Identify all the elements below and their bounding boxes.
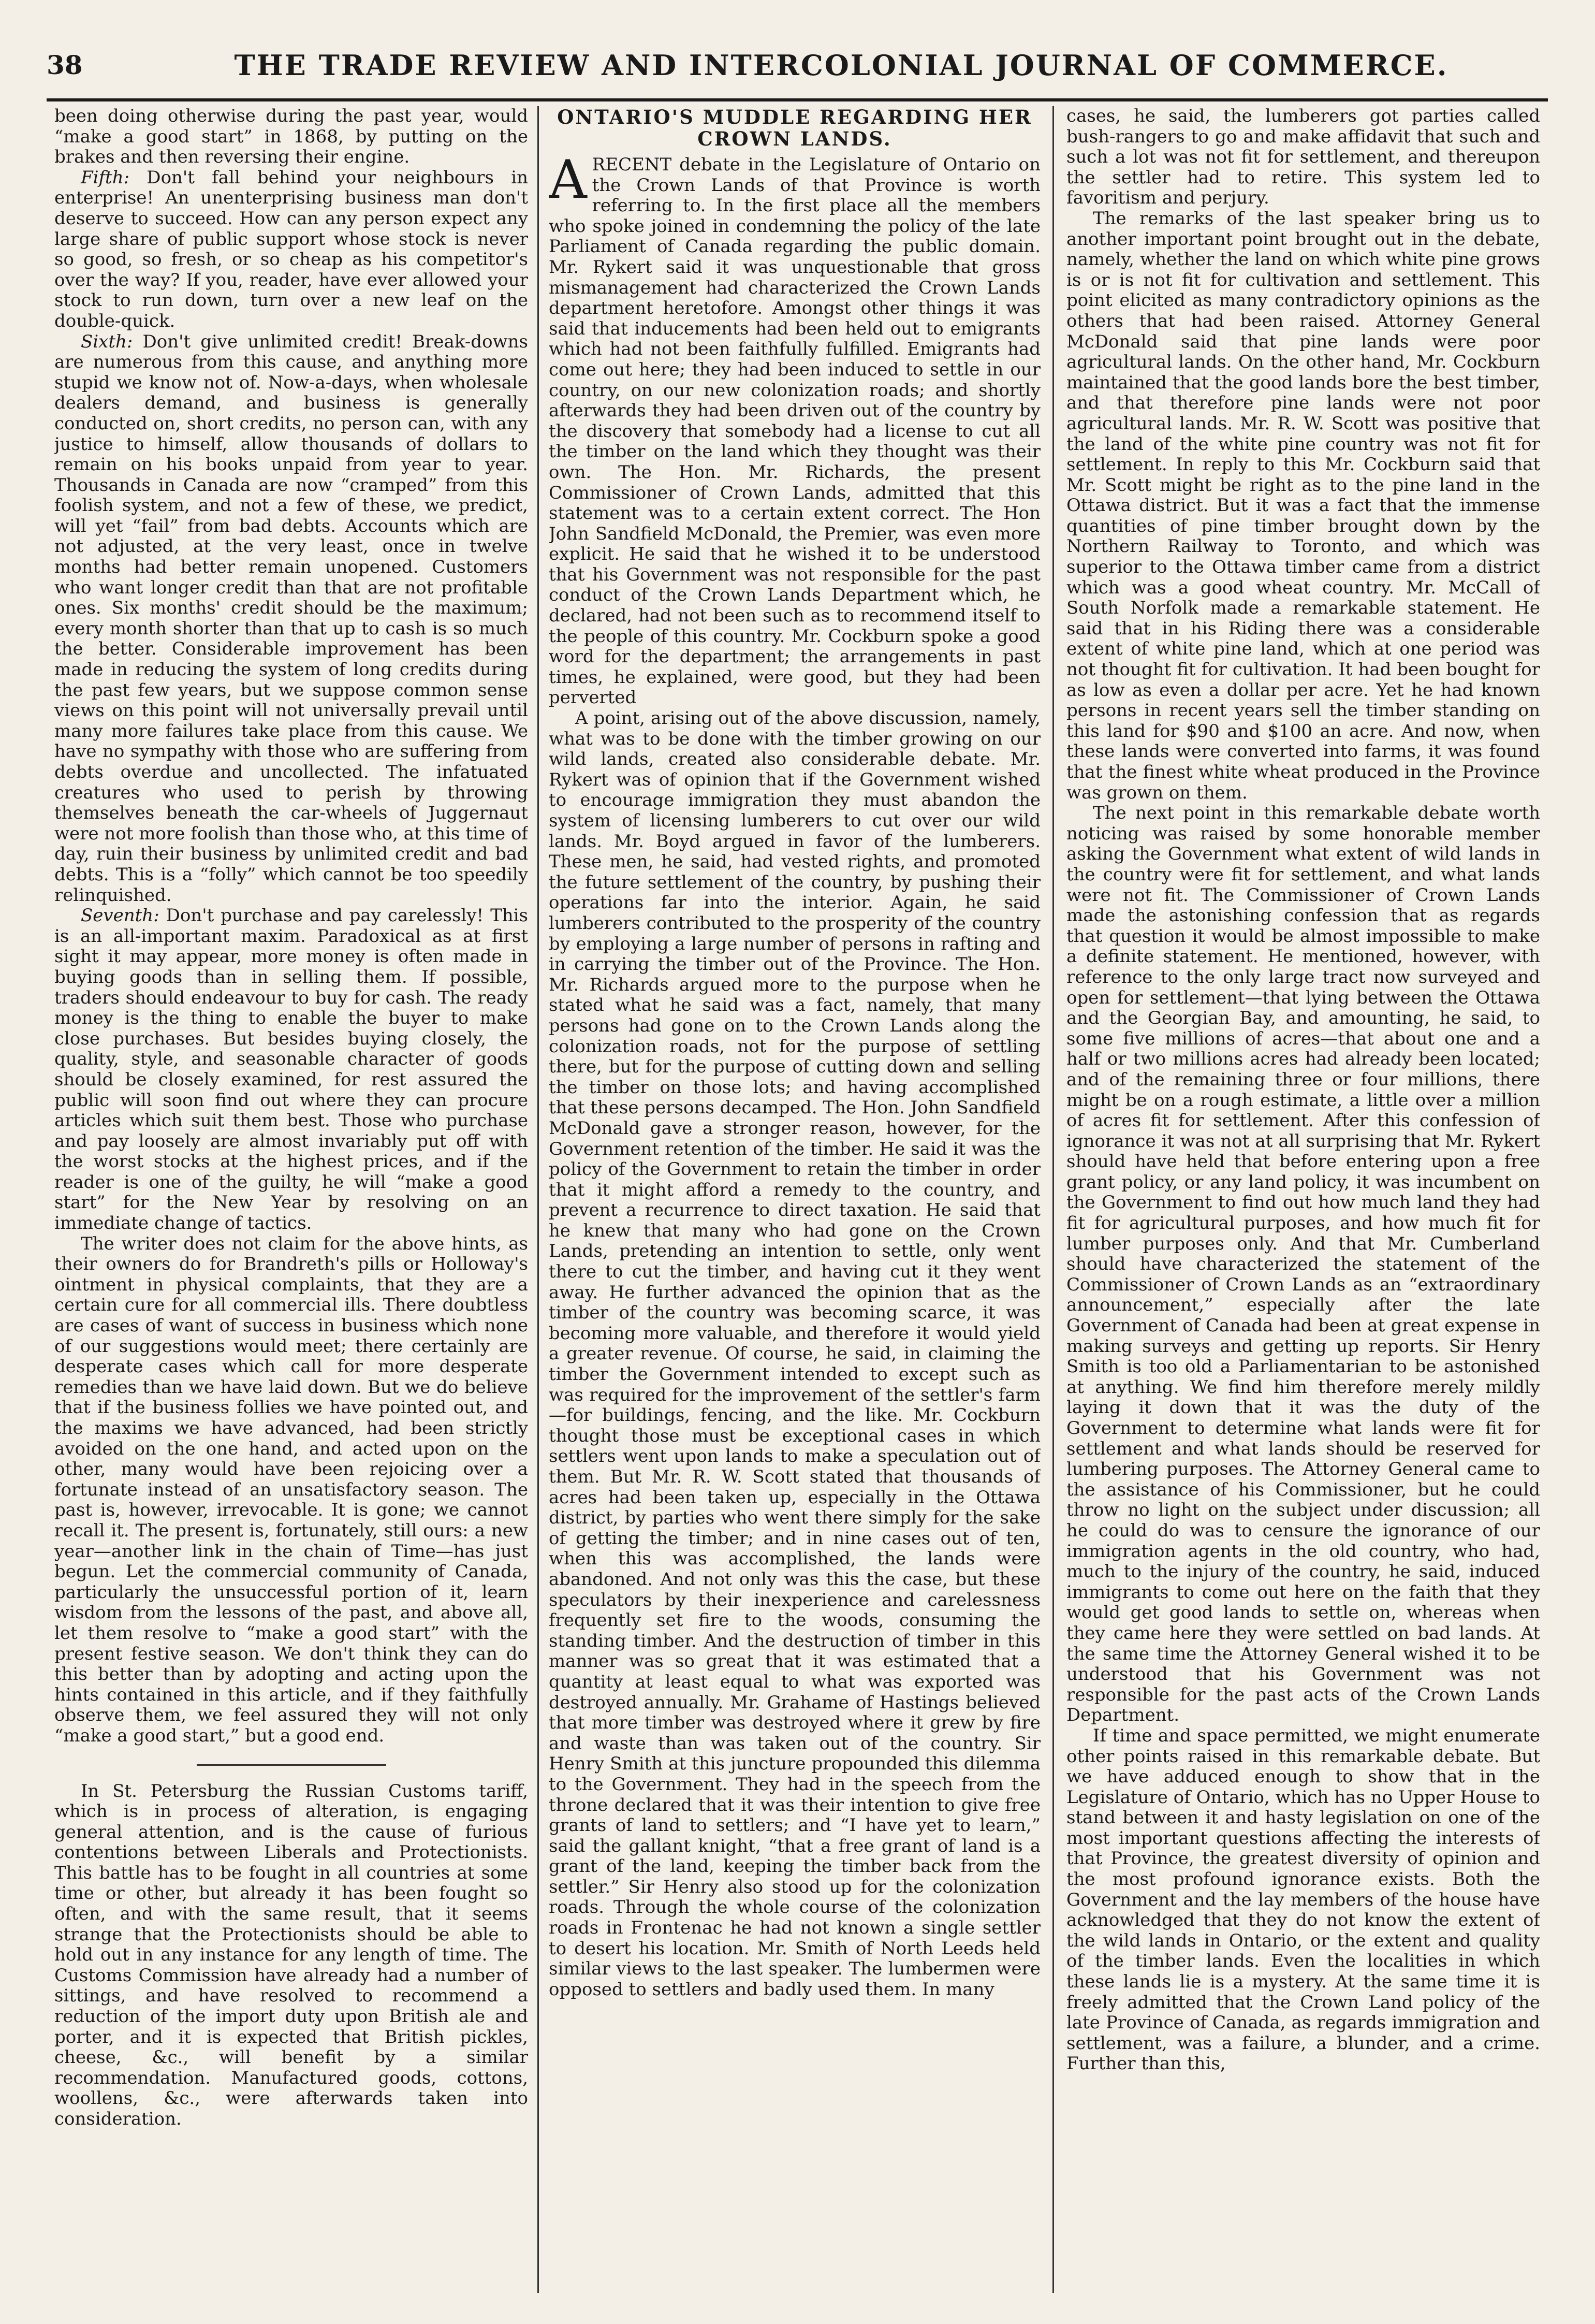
article-separator xyxy=(197,1764,386,1766)
fifth-lead: Fifth: xyxy=(81,167,130,188)
paragraph-seventh xyxy=(54,906,528,1234)
paragraph-russia: In St. Petersburg the Russian Customs tariff, which is in process of alteration, is engaging general attention, and is the cause of furious contentions between Liberals and Protectionists. This battle has to be fought in all countries at some time or other, but already it has been fought so often, and with the same result, that it seems strange that the Protectionists should be able to hold out in any instance for any length of time. The Customs Commission have already had a number of sittings, and have resolved to recommend a reduction of the import duty upon British ale and porter, and it is expected that British pickles, cheese, &c., will benefit by a similar recommendation. Manufactured goods, cottons, woollens, &c., were afterwards taken into consideration. xyxy=(54,1780,528,2129)
column-divider xyxy=(537,106,539,2293)
seventh-text: Don't purchase and pay carelessly! This is an all-important maxim. Paradoxical as at first sight it may appear, more money is often made in buying goods than in selling them. If possible, traders should endeavour to buy for cash. The ready money is the thing to enable the buyer to make close purchases. But besides buying closely, the quality, style, and seasonable character of goods should be closely examined, for rest assured the public will soon find out where they can procure articles which suit them best. Those who purchase and pay loosely are almost invariably put off with the worst stocks at the highest prices, and if the reader is one of the guilty, he will “make a good start” for the New Year by resolving on an immediate change of tactics. xyxy=(54,905,528,1234)
paragraph-pine-lands: The remarks of the last speaker bring us to another important point brought out in the debate, namely, whether the land on which white pine grows is or is not fit for cultivation and settlement. This point elicited as many contradictory opinions as the others that had been raised. Attorney General McDonald said that pine lands were poor agricultural lands. On the other hand, Mr. Cockburn maintained that the good lands bore the best timber, and that therefore pine lands were not poor agricultural lands. Mr. R. W. Scott was positive that the land of the white pine country was not fit for settlement. In reply to this Mr. Cockburn said that Mr. Scott might be right as to the pine land in the Ottawa district. But it was a fact that the immense quantities of pine timber brought down by the Northern Railway to Toronto, and which was superior to the Ottawa timber came from a district which was a good wheat country. Mr. McCall of South Norfolk made a remarkable statement. He said that in his Riding there was a considerable extent of white pine land, which at one period was not thought fit for cultivation. It had been bought for as low as even a dollar per acre. Yet he had known persons in recent years sell the timber standing on this land for $90 and $100 an acre. And now, when these lands were converted into farms, it was found that the finest white wheat produced in the Province was grown on them. xyxy=(1066,208,1540,803)
column-2 xyxy=(549,106,1041,2293)
sixth-text: Don't give unlimited credit! Break-downs are numerous from this cause, and anything more stupid we know not of. Now-a-days, when wholesale dealers demand, and business is generally conducted on, short credits, no person can, with any justice to himself, allow thousands of dollars to remain on his books unpaid from year to year. Thousands in Canada are now “cramped” from this foolish system, and not a few of these, we predict, will yet “fail” from bad debts. Accounts which are not adjusted, at the very least, once in twelve months had better remain unopened. Customers who want longer credit than that are not profitable ones. Six months' credit should be the maximum; every month shorter than that up to cash is so much the better. Considerable improvement has been made in reducing the system of long credits during the past few years, but we suppose common sense views on this point will not universally prevail until many more failures take place from this cause. We have no sympathy with those who are suffering from debts overdue and uncollected. The infatuated creatures who used to perish by throwing themselves beneath the car-wheels of Juggernaut were not more foolish than those who, at this time of day, ruin their business by unlimited credit and bad debts. This is a “folly” which cannot be too speedily relinquished. xyxy=(54,331,528,906)
fifth-text: Don't fall behind your neighbours in enterprise! An unenterprising business man don't deserve to succeed. How can any person expect any large share of public support whose stock is never so good, so fresh, or so cheap as his competitor's over the way? If you, reader, have ever allowed your stock to run down, turn over a new leaf on the double-quick. xyxy=(54,167,528,331)
paragraph-opening: been doing otherwise during the past year, would “make a good start” in 1868, by putting on the brakes and then reversing their engine. xyxy=(54,106,528,168)
paragraph-timber: A point, arising out of the above discussion, namely, what was to be done with the timber growing on our wild lands, created also considerable debate. Mr. Rykert was of opinion that if the Government wished to encourage immigration they must abandon the system of licensing lumberers to cut over our wild lands. Mr. Boyd argued in favor of the lumberers. These men, he said, had vested rights, and promoted the future settlement of the country, by pushing their operations far into the interior. Again, he said lumberers contributed to the prosperity of the country by employing a large number of persons in rafting and in carrying the timber out of the Province. The Hon. Mr. Richards argued more to the purpose when he stated what he said was a fact, namely, that many persons had gone on to the Crown Lands along the colonization roads, not for the purpose of settling there, but for the purpose of cutting down and selling the timber on those lots; and having accomplished that these persons decamped. The Hon. John Sandfield McDonald gave a stronger reason, however, for the Government retention of the timber. He said it was the policy of the Government to retain the timber in order that it might afford a remedy to the country, and prevent a recurrence to direct taxation. He said that he knew that many who had gone on the Crown Lands, pretending an intention to settle, only went there to cut the timber, and having cut it they went away. He further advanced the opinion that as the timber of the country was becoming scarce, it was becoming more valuable, and therefore it would yield a greater revenue. Of course, he said, in claiming the timber the Government intended to except such as was required for the improvement of the settler's farm—for buildings, fencing, and the like. Mr. Cockburn thought those must be exceptional cases in which settlers went upon lands to make a speculation out of them. But Mr. R. W. Scott stated that thousands of acres had been taken up, especially in the Ottawa district, by parties who went there simply for the sake of getting the timber; and in nine cases out of ten, when this was accomplished, the lands were abandoned. And not only was this the case, but these speculators by their inexperience and carelessness frequently set fire to the woods, consuming the standing timber. And the destruction of timber in this manner was so great that it was estimated that a quantity at least equal to what was exported was destroyed annually. Mr. Grahame of Hastings believed that more timber was destroyed where it grew by fire and waste than was taken out of the country. Sir Henry Smith at this juncture propounded this dilemma to the Government. They had in the speech from the throne declared that it was their intention to give free grants of land to settlers; and “I have yet to learn,” said the gallant knight, “that a free grant of land is a grant of the land, keeping the timber back from the settler.” Sir Henry also stood up for the colonization roads. Through the whole course of the colonization roads in Frontenac he had not known a single settler to desert his location. Mr. Smith of North Leeds held similar views to the last speaker. The lumbermen were opposed to settlers and badly used them. In many xyxy=(549,708,1041,2000)
page-number: 38 xyxy=(47,50,83,80)
seventh-lead: Seventh: xyxy=(81,905,159,926)
paragraph-intro xyxy=(549,149,1041,708)
paragraph-continued: cases, he said, the lumberers got parties called bush-rangers to go and make affidavit that such and such a lot was not fit for settlement, and thereupon the settler had to retire. This system led to favoritism and perjury. xyxy=(1066,106,1540,209)
paragraph-wild-lands: The next point in this remarkable debate worth noticing was raised by some honorable member asking the Government what extent of wild lands in the country were fit for settlement, and what lands were not fit. The Commissioner of Crown Lands made the astonishing confession that as regards that question it would be almost impossible to make a definite statement. He mentioned, however, with reference to the only large tract now surveyed and open for settlement—that lying between the Ottawa and the Georgian Bay, and amounting, he said, to some five millions of acres—that about one and a half or two millions acres had already been located; and of the remaining three or four millions, there might be on a rough estimate, a little over a million of acres fit for settlement. After this confession of ignorance it was not at all surprising that Mr. Rykert should have held that before entering upon a free grant policy, or any land policy, it was incumbent on the Government to find out how much land they had fit for agricultural purposes, and how much fit for lumber purposes only. And that Mr. Cumberland should have characterized the statement of the Commissioner of Crown Lands as an “extraordinary announcement,” especially after the late Government of Canada had been at great expense in making surveys and getting up reports. Sir Henry Smith is too old a Parliamentarian to be astonished at anything. We find him therefore merely mildly laying it down that it was the duty of the Government to determine what lands were fit for settlement and what lands should be reserved for lumbering purposes. The Attorney General came to the assistance of his Commissioner, but he could throw no light on the subject under discussion; all he could do was to censure the ignorance of our immigration agents in the old country, who had, much to the injury of the country, he said, induced immigrants to come out here on the faith that they would get good lands to settle on, whereas when they came here they were settled on bad lands. At the same time the Attorney General wished it to be understood that his Government was not responsible for the past acts of the Crown Lands Department. xyxy=(1066,803,1540,1726)
drop-cap: A xyxy=(549,149,587,211)
column-3 xyxy=(1066,106,1540,2293)
column-1 xyxy=(54,106,528,2293)
intro-text: RECENT debate in the Legislature of Ontario on the Crown Lands of that Province is worth referring to. In the first place all the members who spoke joined in condemning the policy of the late Parliament of Canada regarding the public domain. Mr. Rykert said it was unquestionable that gross mismanagement had characterized the Crown Lands department heretofore. Amongst other things it was said that inducements had been held out to emigrants which had not been faithfully fulfilled. Emigrants had come out here; they had been induced to settle in our country, on our new colonization roads; and shortly afterwards they had been driven out of the country by the discovery that somebody had a license to cut all the timber on the land which they thought was their own. The Hon. Mr. Richards, the present Commissioner of Crown Lands, admitted that this statement was to a certain extent correct. The Hon John Sandfield McDonald, the Premier, was even more explicit. He said that he wished it to be understood that his Government was not responsible for the past conduct of the Crown Lands Department which, he declared, had not been such as to recommend itself to the people of this country. Mr. Cockburn spoke a good word for the department; the arrangements in past times, he explained, were good, but they had been perverted xyxy=(549,154,1041,708)
paragraph-fifth xyxy=(54,168,528,332)
sixth-lead: Sixth: xyxy=(81,331,133,352)
paragraph-writer: The writer does not claim for the above hints, as their owners do for Brandreth's pills or Holloway's ointment in physical complaints, that they are a certain cure for all commercial ills. There doubtless are cases of want of success in business which none of our suggestions would meet; there certainly are desperate cases which call for more desperate remedies than we have laid down. But we do believe that if the business follies we have pointed out, and the maxims we have advanced, had been strictly avoided on the one hand, and acted upon on the other, many would have been rejoicing over a fortunate instead of an unsatisfactory season. The past is, however, irrevocable. It is gone; we cannot recall it. The present is, fortunately, still ours: a new year—another link in the chain of Time—has just begun. Let the commercial community of Canada, particularly the unsuccessful portion of it, learn wisdom from the lessons of the past, and above all, let them resolve to “make a good start” with the present festive season. We don't think they can do this better than by adopting and acting upon the hints contained in this article, and if they faithfully observe them, we feel assured they will not only “make a good start,” but a good end. xyxy=(54,1233,528,1746)
paragraph-sixth xyxy=(54,332,528,906)
paragraph-conclusion: If time and space permitted, we might enumerate other points raised in this remarkable debate. But we have adduced enough to show that in the Legislature of Ontario, which has no Upper House to stand between it and hasty legislation on one of the most important questions affecting the interests of that Province, the greatest diversity of opinion and the most profound ignorance exists. Both the Government and the lay members of the house have acknowledged that they do not know the extent of the wild lands in Ontario, or the extent and quality of the timber lands. Even the localities in which these lands lie is a mystery. At the same time it is freely admitted that the Crown Land policy of the late Province of Canada, as regards immigration and settlement, was a failure, a blunder, and a crime. Further than this, xyxy=(1066,1725,1540,2074)
journal-title: THE TRADE REVIEW AND INTERCOLONIAL JOURNAL OF COMMERCE. xyxy=(234,49,1448,82)
article-title: ONTARIO'S MUDDLE REGARDING HER CROWN LANDS. xyxy=(557,106,1032,150)
column-divider xyxy=(1052,106,1054,2293)
page-header xyxy=(47,47,1548,101)
